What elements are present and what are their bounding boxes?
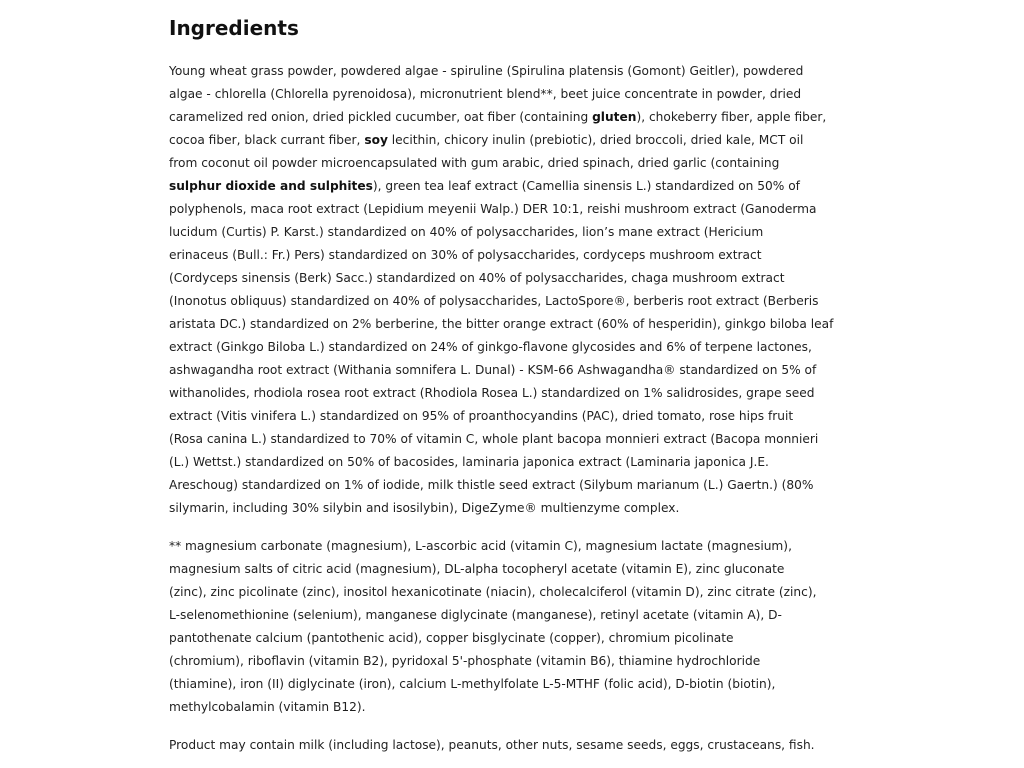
text-run: ), green tea leaf extract (Camellia sinensis L.) standardized on 50% of bbox=[372, 179, 800, 193]
text-run: lecithin, chicory inulin (prebiotic), dried broccoli, dried kale, MCT oil bbox=[387, 133, 804, 147]
text-line bbox=[169, 497, 869, 520]
micronutrient-blend-paragraph bbox=[169, 535, 869, 719]
text-run: withanolides, rhodiola rosea root extract (Rhodiola Rosea L.) standardized on 1% salidrosides, grape seed bbox=[169, 386, 815, 400]
allergen-warning-paragraph bbox=[169, 734, 869, 757]
text-run: (L.) Wettst.) standardized on 50% of bacosides, laminaria japonica extract (Laminaria japonica J.E. bbox=[169, 455, 769, 469]
text-run: cocoa fiber, black currant fiber, bbox=[169, 133, 365, 147]
text-line bbox=[169, 428, 869, 451]
text-run: caramelized red onion, dried pickled cucumber, oat fiber (containing bbox=[169, 110, 593, 124]
text-run: extract (Vitis vinifera L.) standardized on 95% of proanthocyandins (PAC), dried tomato, rose hips fruit bbox=[169, 409, 794, 423]
text-run: Areschoug) standardized on 1% of iodide, milk thistle seed extract (Silybum marianum (L.) Gaertn.) (80% bbox=[169, 478, 814, 492]
text-line bbox=[169, 83, 869, 106]
text-run: polyphenols, maca root extract (Lepidium meyenii Walp.) DER 10:1, reishi mushroom extract (Ganoderma bbox=[169, 202, 817, 216]
text-run: (chromium), riboflavin (vitamin B2), pyridoxal 5'-phosphate (vitamin B6), thiamine hydrochloride bbox=[169, 654, 761, 668]
text-run: methylcobalamin (vitamin B12). bbox=[169, 700, 366, 714]
text-line bbox=[169, 627, 869, 650]
text-run: Young wheat grass powder, powdered algae - spiruline (Spirulina platensis (Gomont) Geitler), powdered bbox=[169, 64, 804, 78]
page-title: Ingredients bbox=[169, 16, 299, 40]
text-line bbox=[169, 152, 869, 175]
text-line bbox=[169, 313, 869, 336]
text-line bbox=[169, 451, 869, 474]
text-line bbox=[169, 558, 869, 581]
text-run: extract (Ginkgo Biloba L.) standardized on 24% of ginkgo-flavone glycosides and 6% of terpene lactones, bbox=[169, 340, 812, 354]
text-run: magnesium salts of citric acid (magnesium), DL-alpha tocopheryl acetate (vitamin E), zinc gluconate bbox=[169, 562, 785, 576]
text-run: erinaceus (Bull.: Fr.) Pers) standardized on 30% of polysaccharides, cordyceps mushroom extract bbox=[169, 248, 762, 262]
text-line bbox=[169, 290, 869, 313]
text-line bbox=[169, 198, 869, 221]
allergen-highlight: soy bbox=[364, 133, 388, 147]
text-run: (Inonotus obliquus) standardized on 40% of polysaccharides, LactoSpore®, berberis root extract (Berberis bbox=[169, 294, 819, 308]
text-line bbox=[169, 60, 869, 83]
ingredients-section bbox=[169, 0, 869, 757]
text-line bbox=[169, 175, 869, 198]
text-run: aristata DC.) standardized on 2% berberine, the bitter orange extract (60% of hesperidin), ginkgo biloba leaf bbox=[169, 317, 834, 331]
text-line bbox=[169, 581, 869, 604]
text-run: silymarin, including 30% silybin and isosilybin), DigeZyme® multienzyme complex. bbox=[169, 501, 680, 515]
text-run: lucidum (Curtis) P. Karst.) standardized on 40% of polysaccharides, lion’s mane extract (Hericium bbox=[169, 225, 764, 239]
text-line bbox=[169, 474, 869, 497]
allergen-highlight: gluten bbox=[592, 110, 637, 124]
ingredients-paragraph bbox=[169, 60, 869, 520]
text-line bbox=[169, 221, 869, 244]
text-line bbox=[169, 535, 869, 558]
text-line bbox=[169, 244, 869, 267]
text-line bbox=[169, 359, 869, 382]
text-line bbox=[169, 696, 869, 719]
text-run: (Cordyceps sinensis (Berk) Sacc.) standardized on 40% of polysaccharides, chaga mushroom extract bbox=[169, 271, 785, 285]
text-line bbox=[169, 604, 869, 627]
text-line bbox=[169, 382, 869, 405]
text-run: Product may contain milk (including lactose), peanuts, other nuts, sesame seeds, eggs, crustaceans, fish. bbox=[169, 738, 815, 752]
text-run: ** magnesium carbonate (magnesium), L-ascorbic acid (vitamin C), magnesium lactate (magnesium), bbox=[169, 539, 792, 553]
text-run: (Rosa canina L.) standardized to 70% of vitamin C, whole plant bacopa monnieri extract (Bacopa monnieri bbox=[169, 432, 819, 446]
text-run: (zinc), zinc picolinate (zinc), inositol hexanicotinate (niacin), cholecalciferol (vitamin D), zinc citrate (zinc), bbox=[169, 585, 817, 599]
text-run: (thiamine), iron (II) diglycinate (iron), calcium L-methylfolate L-5-MTHF (folic acid), D-biotin (biotin), bbox=[169, 677, 776, 691]
text-line bbox=[169, 734, 869, 757]
text-line bbox=[169, 336, 869, 359]
text-line bbox=[169, 405, 869, 428]
text-run: algae - chlorella (Chlorella pyrenoidosa), micronutrient blend**, beet juice concentrate in powder, dried bbox=[169, 87, 802, 101]
allergen-highlight: sulphur dioxide and sulphites bbox=[169, 179, 373, 193]
text-run: from coconut oil powder microencapsulated with gum arabic, dried spinach, dried garlic (containing bbox=[169, 156, 780, 170]
text-run: ashwagandha root extract (Withania somnifera L. Dunal) - KSM-66 Ashwagandha® standardized on 5% of bbox=[169, 363, 817, 377]
text-run: L-selenomethionine (selenium), manganese diglycinate (manganese), retinyl acetate (vitamin A), D- bbox=[169, 608, 782, 622]
text-line bbox=[169, 673, 869, 696]
text-run: ), chokeberry fiber, apple fiber, bbox=[636, 110, 827, 124]
text-run: pantothenate calcium (pantothenic acid), copper bisglycinate (copper), chromium picolinate bbox=[169, 631, 734, 645]
text-line bbox=[169, 129, 869, 152]
text-line bbox=[169, 106, 869, 129]
text-line bbox=[169, 650, 869, 673]
text-line bbox=[169, 267, 869, 290]
